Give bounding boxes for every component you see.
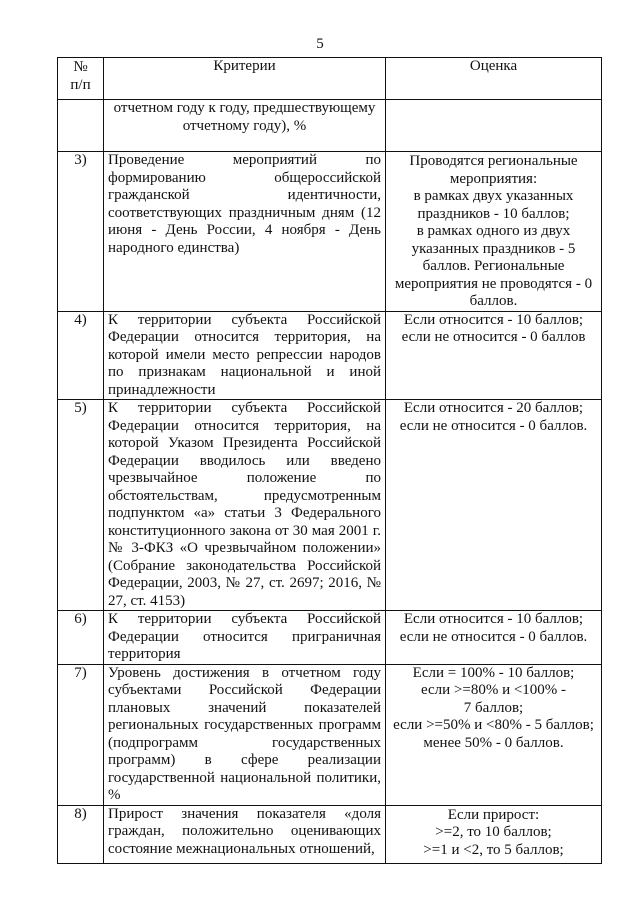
table-row: [58, 805, 602, 863]
row-number: 3): [58, 152, 104, 312]
row-score: [386, 664, 602, 805]
table-row: [58, 611, 602, 665]
score-line: >=2, то 10 баллов;: [435, 824, 552, 840]
table-row: [58, 100, 602, 152]
row-number: 5): [58, 400, 104, 611]
header-score: Оценка: [386, 58, 602, 100]
row-number: 6): [58, 611, 104, 665]
score-line: Если = 100% - 10 баллов;: [412, 664, 575, 681]
score-line: Если относится - 10 баллов;: [403, 311, 584, 328]
score-line: менее 50% - 0 баллов.: [423, 734, 564, 751]
row-criteria: К территории субъекта Российской Федерации относится территория, на которой имели место репрессии народов по признакам национальной и иной принадлежности: [104, 311, 386, 400]
score-line: если не относится - 0 баллов: [401, 329, 586, 345]
score-line: если >=80% и <100% -: [420, 682, 567, 698]
table-row: [58, 400, 602, 611]
score-line: Если относится - 10 баллов;: [403, 611, 584, 627]
row-score: [386, 152, 602, 312]
score-line: в рамках одного из двух указанных праздников - 5 баллов. Региональные мероприятия не проводятся - 0 баллов.: [394, 223, 593, 309]
table-header: [58, 58, 602, 100]
row-score: [386, 400, 602, 611]
score-line: если >=50% и <80% - 5 баллов;: [393, 717, 594, 733]
row-number: 8): [58, 805, 104, 863]
row-score: [386, 311, 602, 400]
header-number-abbr: п/п: [70, 77, 91, 93]
row-number: 4): [58, 311, 104, 400]
row-score: [386, 100, 602, 152]
page-number: 5: [316, 36, 324, 52]
score-line: Проводятся региональные мероприятия:: [409, 153, 578, 187]
row-criteria: К территории субъекта Российской Федерации относится приграничная территория: [104, 611, 386, 665]
row-criteria: Прирост значения показателя «доля граждан, положительно оценивающих состояние межнациональных отношений,: [104, 805, 386, 863]
score-line: Если относится - 20 баллов;: [403, 400, 584, 416]
score-line: Если прирост:: [447, 806, 540, 823]
criteria-table: [57, 57, 602, 864]
score-line: если не относится - 0 баллов.: [399, 417, 588, 434]
table-row: [58, 311, 602, 400]
row-criteria: отчетном году к году, предшествующему отчетному году), %: [104, 100, 386, 152]
header-number: [58, 58, 104, 100]
table-row: [58, 152, 602, 312]
row-number: [58, 100, 104, 152]
row-criteria: К территории субъекта Российской Федерации относится территория, на которой Указом Президента Российской Федерации вводилось или введено чрезвычайное положение по обстоятельствам, предусмотренным подпунктом «а» статьи 3 Федерального конституционного закона от 30 мая 2001 г. № 3-ФКЗ «О чрезвычайном положении» (Собрание законодательства Российской Федерации, 2003, № 27, ст. 2697; 2016, № 27, ст. 4153): [104, 400, 386, 611]
header-criteria: Критерии: [104, 58, 386, 100]
row-criteria: Уровень достижения в отчетном году субъектами Российской Федерации плановых значений показателей региональных государственных программ (подпрограмм государственных программ) в сфере реализации государственной национальной политики, %: [104, 664, 386, 805]
table-row: [58, 664, 602, 805]
row-score: [386, 805, 602, 863]
header-number-symbol: №: [73, 59, 88, 75]
row-criteria: Проведение мероприятий по формированию общероссийской гражданской идентичности, соответствующих праздничным дням (12 июня - День России, 4 ноября - День народного единства): [104, 152, 386, 312]
row-score: [386, 611, 602, 665]
score-line: >=1 и <2, то 5 баллов;: [423, 841, 564, 858]
score-line: 7 баллов;: [463, 699, 524, 716]
score-line: в рамках двух указанных праздников - 10 баллов;: [413, 188, 574, 222]
row-number: 7): [58, 664, 104, 805]
score-line: если не относится - 0 баллов.: [399, 628, 588, 645]
